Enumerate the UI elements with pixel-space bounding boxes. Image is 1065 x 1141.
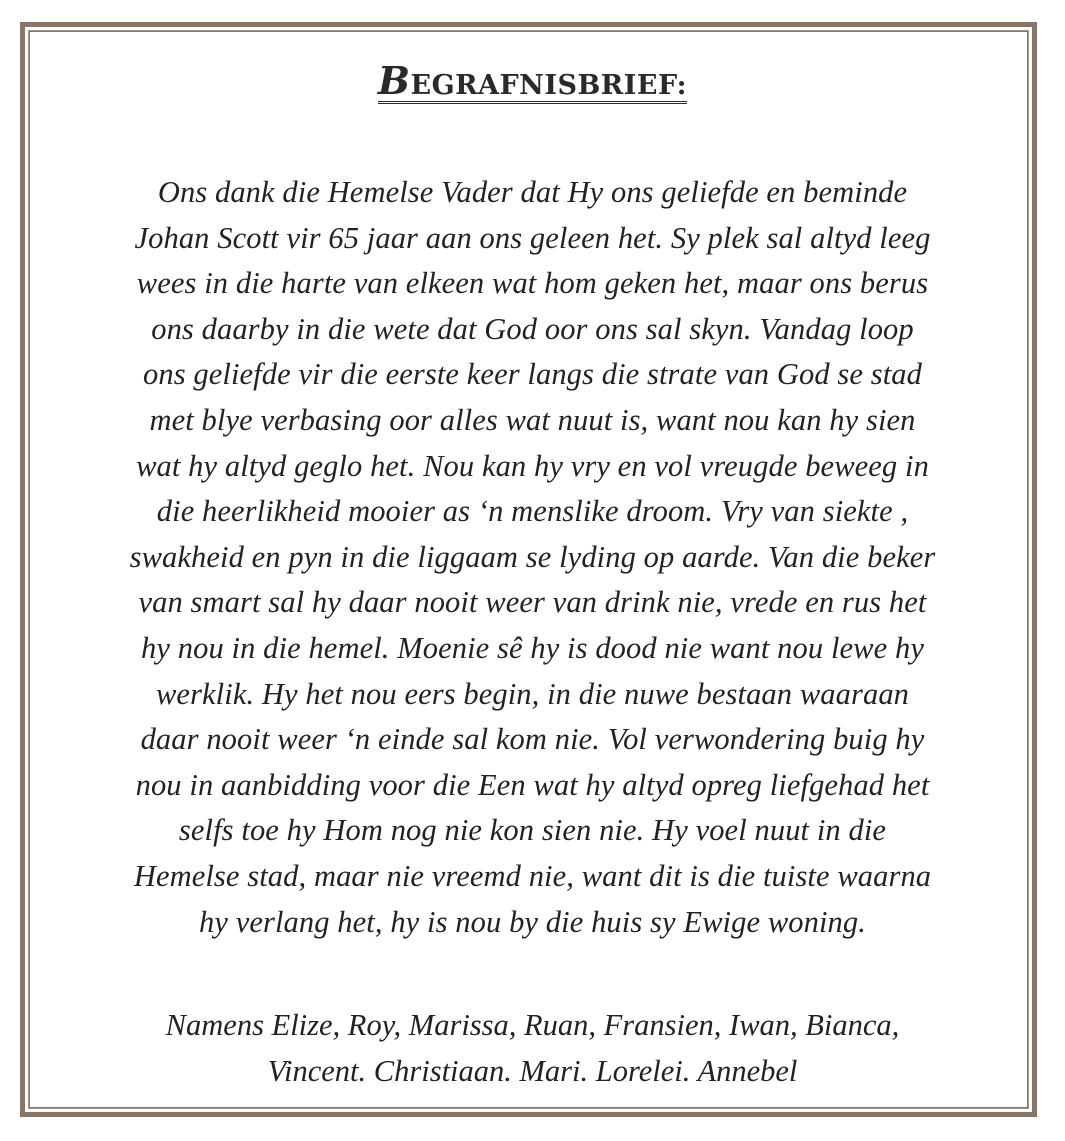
signature-line: Vincent. Christiaan. Mari. Lorelei. Annebel: [267, 1053, 798, 1088]
body-line: ons geliefde vir die eerste keer langs die strate van God se stad: [143, 357, 922, 392]
document-title: [377, 58, 688, 104]
body-line: Hemelse stad, maar nie vreemd nie, want dit is die tuiste waarna: [133, 858, 932, 893]
body-line: met blye verbasing oor alles wat nuut is, want nou kan hy sien: [149, 402, 916, 437]
body-line: daar nooit weer ‘n einde sal kom nie. Vol verwondering buig hy: [140, 722, 925, 757]
letter-signature: [40, 1003, 1025, 1094]
body-line: swakheid en pyn in die liggaam se lyding op aarde. Van die beker: [129, 539, 936, 574]
body-line: Johan Scott vir 65 jaar aan ons geleen het. Sy plek sal altyd leeg: [134, 220, 931, 255]
body-line: van smart sal hy daar nooit weer van drink nie, vrede en rus het: [138, 585, 927, 620]
signature-line: Namens Elize, Roy, Marissa, Ruan, Fransien, Iwan, Bianca,: [165, 1008, 900, 1042]
title-container: [0, 58, 1065, 104]
body-line: die heerlikheid mooier as ‘n menslike droom. Vry van siekte ,: [156, 494, 909, 529]
title-rest: EGRAFNISBRIEF:: [410, 70, 688, 101]
body-line: ons daarby in die wete dat God oor ons sal skyn. Vandag loop: [151, 311, 914, 346]
body-line: wees in die harte van elkeen wat hom geken het, maar ons berus: [136, 266, 929, 301]
body-line: selfs toe hy Hom nog nie kon sien nie. Hy voel nuut in die: [178, 813, 887, 848]
title-initial: B: [377, 58, 411, 103]
body-line: werklik. Hy het nou eers begin, in die nuwe bestaan waaraan: [155, 676, 910, 711]
body-line: wat hy altyd geglo het. Nou kan hy vry en vol vreugde beweeg in: [136, 448, 929, 483]
body-line: nou in aanbidding voor die Een wat hy altyd opreg liefgehad het: [135, 767, 930, 802]
letter-body: [40, 170, 1025, 945]
body-line: hy verlang het, hy is nou by die huis sy Ewige woning.: [199, 904, 866, 939]
body-line: hy nou in die hemel. Moenie sê hy is dood nie want nou lewe hy: [141, 630, 924, 665]
body-line: Ons dank die Hemelse Vader dat Hy ons geliefde en beminde: [157, 175, 908, 209]
